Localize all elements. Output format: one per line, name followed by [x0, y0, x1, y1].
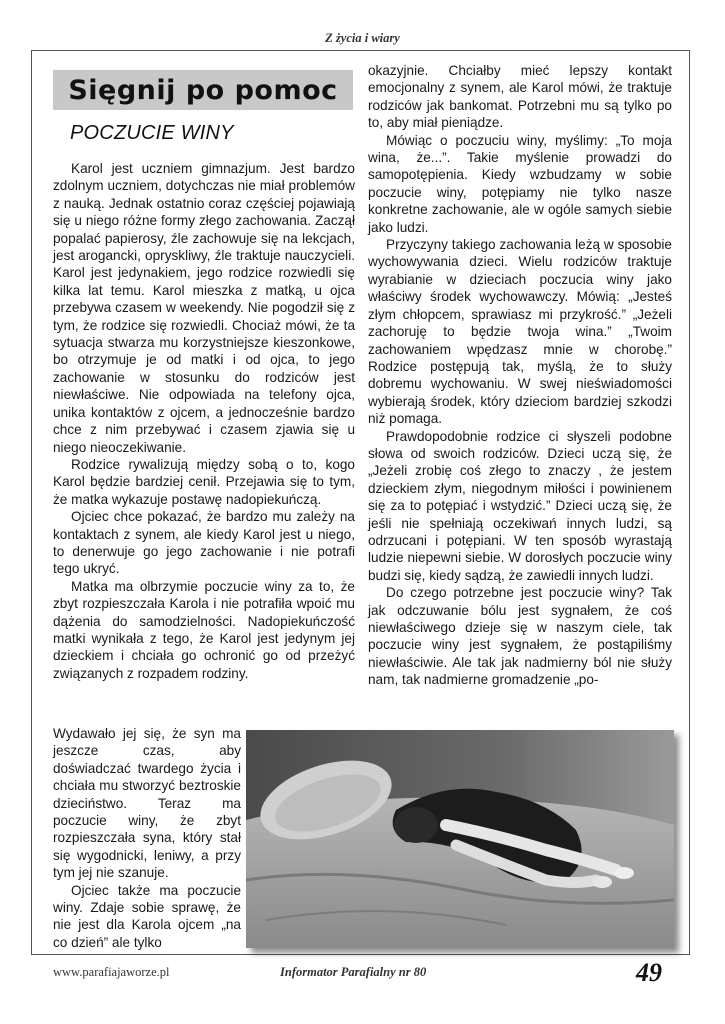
narrow-column [53, 725, 241, 951]
paragraph: Rodzice rywalizują między sobą o to, kogo Karol będzie bardziej cenił. Przejawia się to tym, że matka wykazuje postawę nadopiekuńczą. [53, 456, 355, 507]
article-title: Sięgnij po pomoc [68, 74, 338, 106]
paragraph: Prawdopodobnie rodzice ci słyszeli podobne słowa od swoich rodziców. Dzieci uczą się, że „Jeżeli zrobię coś złego to znaczy , że jestem dzieckiem złym, niegodnym miłości i powinienem się za to potępiać i wstydzić.” Dzieci uczą się, że jeśli nie spełniają oczekiwań innych ludzi, są odrzucani i potępiani. W ten sposób wyrastają ludzie niepewni siebie. W dorosłych poczucie winy budzi się, kiedy sądzą, że zawiedli innych ludzi. [368, 428, 672, 583]
article-photo [246, 730, 674, 948]
paragraph: Ojciec także ma poczucie winy. Zdaje sobie sprawę, że nie jest dla Karola ojcem „na co dzień” ale tylko [53, 882, 241, 950]
paragraph: Do czego potrzebne jest poczucie winy? Tak jak odczuwanie bólu jest sygnałem, że coś niewłaściwego dzieje się w naszym ciele, tak poczucie winy jest sygnałem, że postąpiliśmy niewłaściwie. Ale tak jak nadmierny ból nie służy nam, tak nadmierne gromadzenie „po- [368, 585, 672, 688]
paragraph: Przyczyny takiego zachowania leżą w sposobie wychowywania dzieci. Wielu rodziców traktuje wyrabianie w dzieciach poczucia winy jako właściwy środek wychowawczy. Mówią: „Jesteś złym chłopcem, sprawiasz mi przykrość.” „Jeżeli zachoruję to będzie twoja wina.” „Twoim zachowaniem wpędzasz mnie w chorobę.” Rodzice postępują tak, myślą, że to służy dobremu wychowaniu. W swej nieświadomości wybierają środek, który dzieciom bardziej szkodzi niż pomaga. [368, 237, 672, 427]
paragraph: okazyjnie. Chciałby mieć lepszy kontakt emocjonalny z synem, ale Karol mówi, że traktuje rodziców jak bankomat. Potrzebni mu są tylko po to, aby miał pieniądze. [368, 63, 672, 131]
paragraph: Mówiąc o poczuciu winy, myślimy: „To moja wina, że...”. Takie myślenie prowadzi do samopotępienia. Kiedy wzbudzamy w sobie poczucie winy, potępiamy nie tylko nasze konkretne zachowanie, ale w ogóle samych siebie jako ludzi. [368, 132, 672, 235]
right-column [368, 62, 672, 689]
paragraph: Matka ma olbrzymie poczucie winy za to, że zbyt rozpieszczała Karola i nie potrafiła wpoić mu dążenia do samodzielności. Nadopiekuńczość matki wynikała z tego, że Karol jest jedynym jej dzieckiem i chciała go ochronić go od przeżyć związanych z rozpadem rodziny. [53, 578, 355, 681]
paragraph: Ojciec chce pokazać, że bardzo mu zależy na kontaktach z synem, ale kiedy Karol jest u niego, to denerwuje go jego zachowanie i nie potrafi tego ukryć. [53, 509, 355, 577]
left-column [53, 160, 355, 682]
page-number: 49 [636, 958, 662, 987]
paragraph: Wydawało jej się, że syn ma jeszcze czas, aby doświadczać twardego życia i chciała mu stworzyć beztroskie dzieciństwo. Teraz ma poczucie winy, że zbyt rozpieszczała syna, który stał się wygodnicki, leniwy, a przy tym jej nie szanuje. [53, 726, 241, 881]
paragraph: Karol jest uczniem gimnazjum. Jest bardzo zdolnym uczniem, dotychczas nie miał problemów z nauką. Jednak ostatnio coraz częściej pojawiają się u niego różne formy złego zachowania. Zaczął popalać papierosy, źle zachowuje się na lekcjach, jest arogancki, opryskliwy, źle traktuje nauczycieli. Karol jest jedynakiem, jego rodzice rozwiedli się kilka lat temu. Karol mieszka z matką, u ojca przebywa czasem w weekendy. Nie pogodził się z tym, że rodzice się rozwiedli. Chociaż mówi, że ta sytuacja stwarza mu korzystniejsze kieszonkowe, bo otrzymuje je od matki i od ojca, to jego zachowanie w stosunku do rodziców jest niewłaściwe. Nie odpowiada na telefony ojca, unika kontaktów z ojcem, a jednocześnie bardzo chce z nim przebywać i czasem zjawia się u niego nieoczekiwanie. [53, 161, 355, 455]
footer-publication: Informator Parafialny nr 80 [280, 965, 427, 979]
photo-woman-lying-on-bed-icon [246, 730, 674, 948]
article-title-box [53, 70, 353, 110]
footer-url: www.parafiajaworze.pl [53, 965, 170, 979]
running-head: Z życia i wiary [325, 31, 400, 45]
article-subtitle: POCZUCIE WINY [70, 122, 234, 144]
